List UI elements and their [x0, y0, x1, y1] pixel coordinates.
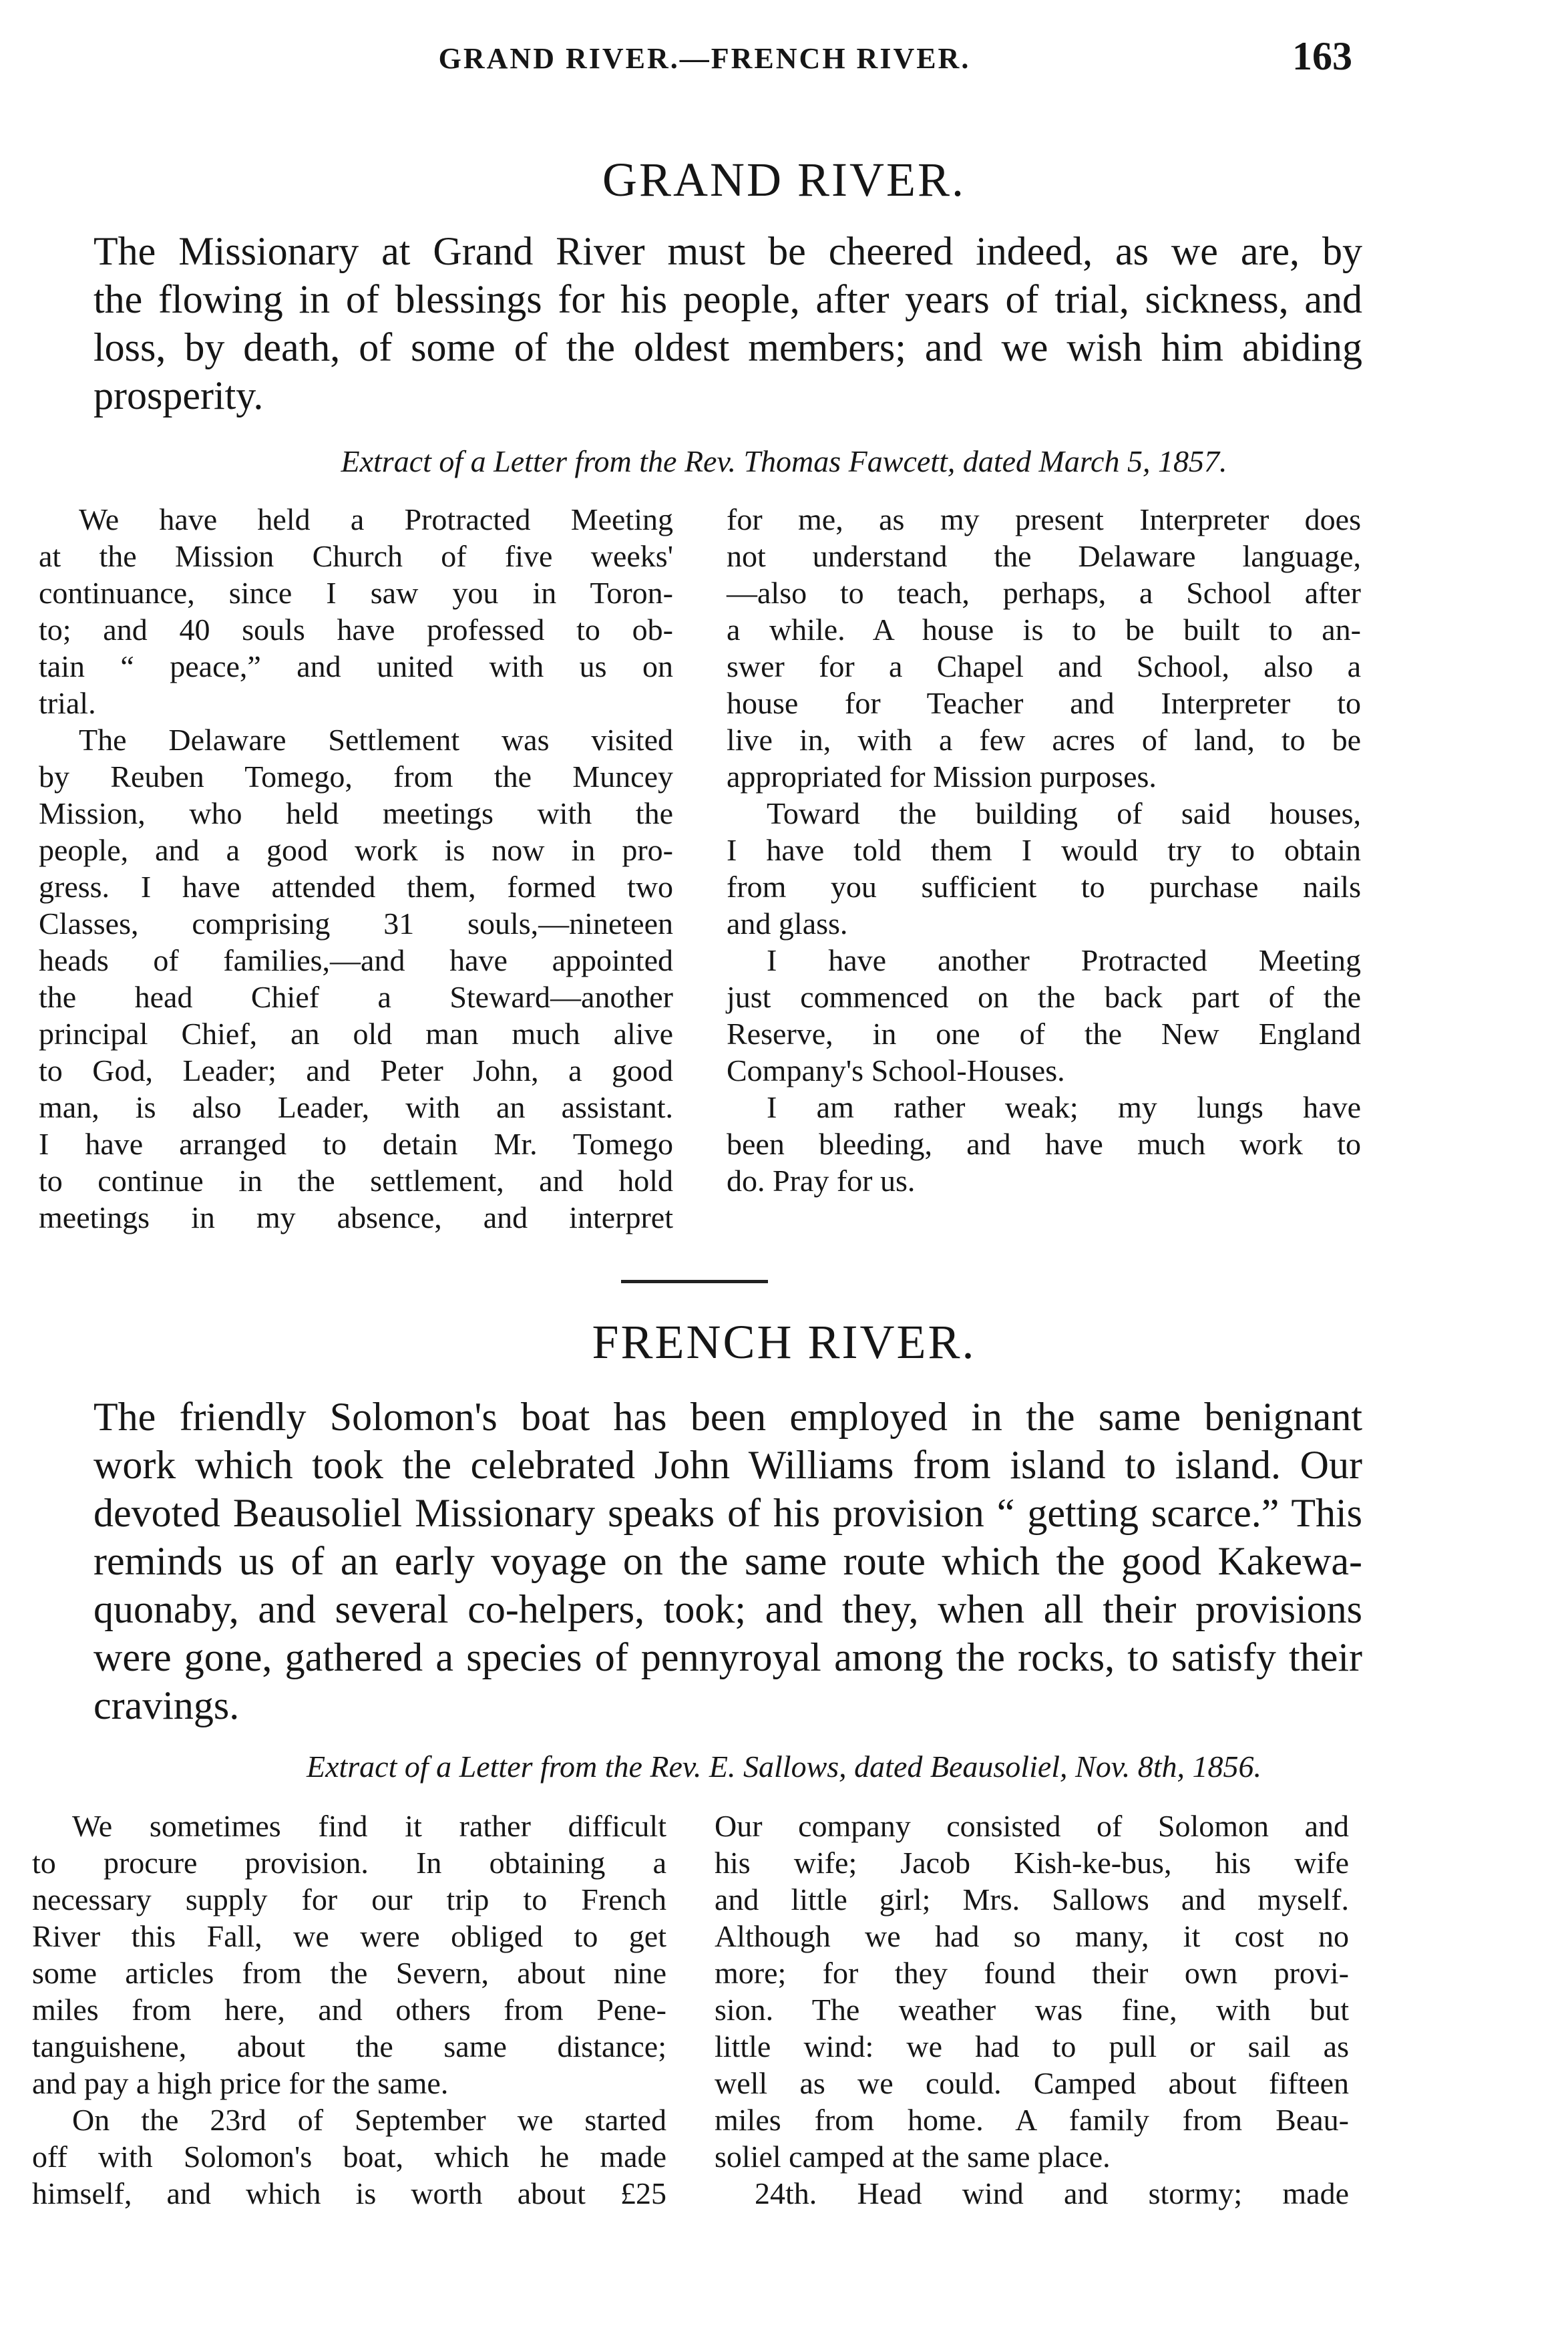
intro-line: devoted Beausoliel Missionary speaks of his provision “ getting scarce.” This	[93, 1491, 1362, 1535]
text-line: I have another Protracted Meeting	[767, 943, 1361, 977]
page-number: 163	[1292, 34, 1352, 78]
text-line: from you sufficient to purchase nails	[727, 870, 1361, 904]
intro-line: cravings.	[93, 1683, 240, 1727]
grand-river-right-column	[727, 501, 1361, 1199]
text-line: the head Chief a Steward—another	[39, 980, 673, 1014]
french-river-intro	[93, 1393, 1362, 1729]
text-line: to continue in the settlement, and hold	[39, 1164, 673, 1198]
text-line: to God, Leader; and Peter John, a good	[39, 1053, 673, 1087]
french-river-extract-heading: Extract of a Letter from the Rev. E. Sallows, dated Beausoliel, Nov. 8th, 1856.	[306, 1749, 1262, 1784]
text-line: tanguishene, about the same distance;	[32, 2029, 666, 2063]
text-line: I have told them I would try to obtain	[727, 833, 1361, 867]
text-line: house for Teacher and Interpreter to	[727, 686, 1361, 720]
text-line: 24th. Head wind and stormy; made	[755, 2176, 1349, 2210]
text-line: necessary supply for our trip to French	[32, 1882, 666, 1916]
text-line: himself, and which is worth about £25	[32, 2176, 666, 2210]
text-line: his wife; Jacob Kish-ke-bus, his wife	[715, 1846, 1349, 1880]
text-line: and glass.	[727, 906, 848, 941]
text-line: Toward the building of said houses,	[767, 796, 1361, 830]
text-line: heads of families,—and have appointed	[39, 943, 673, 977]
text-line: some articles from the Severn, about nine	[32, 1956, 666, 1990]
intro-line: prosperity.	[93, 373, 264, 417]
section-divider	[621, 1280, 768, 1283]
text-line: The Delaware Settlement was visited	[79, 723, 673, 757]
text-line: continuance, since I saw you in Toron-	[39, 576, 673, 610]
text-line: do. Pray for us.	[727, 1164, 916, 1198]
text-line: Reserve, in one of the New England	[727, 1017, 1361, 1051]
text-line: for me, as my present Interpreter does	[727, 502, 1361, 536]
text-line: little wind: we had to pull or sail as	[715, 2029, 1349, 2063]
intro-line: the flowing in of blessings for his people, after years of trial, sickness, and	[93, 277, 1362, 321]
grand-river-intro	[93, 227, 1362, 419]
text-line: just commenced on the back part of the	[727, 980, 1361, 1014]
text-line: I have arranged to detain Mr. Tomego	[39, 1127, 673, 1161]
text-line: appropriated for Mission purposes.	[727, 760, 1157, 794]
intro-line: reminds us of an early voyage on the same route which the good Kakewa-	[93, 1539, 1362, 1583]
text-line: been bleeding, and have much work to	[727, 1127, 1361, 1161]
grand-river-extract-heading: Extract of a Letter from the Rev. Thomas Fawcett, dated March 5, 1857.	[341, 444, 1227, 478]
text-line: We sometimes find it rather difficult	[72, 1809, 666, 1843]
text-line: swer for a Chapel and School, also a	[727, 649, 1361, 683]
text-line: We have held a Protracted Meeting	[79, 502, 673, 536]
text-line: soliel camped at the same place.	[715, 2140, 1111, 2174]
text-line: off with Solomon's boat, which he made	[32, 2140, 666, 2174]
french-river-left-column	[32, 1808, 666, 2212]
text-line: —also to teach, perhaps, a School after	[727, 576, 1361, 610]
text-line: sion. The weather was fine, with but	[715, 1993, 1349, 2027]
text-line: at the Mission Church of five weeks'	[39, 539, 673, 573]
intro-line: quonaby, and several co-helpers, took; and they, when all their provisions	[93, 1587, 1362, 1631]
french-river-right-column	[715, 1808, 1349, 2212]
text-line: Our company consisted of Solomon and	[715, 1809, 1349, 1843]
text-line: and pay a high price for the same.	[32, 2066, 449, 2100]
text-line: live in, with a few acres of land, to be	[727, 723, 1361, 757]
text-line: well as we could. Camped about fifteen	[715, 2066, 1349, 2100]
text-line: gress. I have attended them, formed two	[39, 870, 673, 904]
running-head: GRAND RIVER.—FRENCH RIVER.	[438, 42, 971, 75]
text-line: River this Fall, we were obliged to get	[32, 1919, 666, 1953]
intro-line: loss, by death, of some of the oldest members; and we wish him abiding	[93, 325, 1362, 369]
text-line: people, and a good work is now in pro-	[39, 833, 673, 867]
text-line: tain “ peace,” and united with us on	[39, 649, 673, 683]
text-line: principal Chief, an old man much alive	[39, 1017, 673, 1051]
intro-line: were gone, gathered a species of pennyroyal among the rocks, to satisfy their	[93, 1635, 1362, 1679]
text-line: miles from here, and others from Pene-	[32, 1993, 666, 2027]
text-line: and little girl; Mrs. Sallows and myself.	[715, 1882, 1349, 1916]
text-line: I am rather weak; my lungs have	[767, 1090, 1361, 1124]
text-line: to; and 40 souls have professed to ob-	[39, 613, 673, 647]
text-line: not understand the Delaware language,	[727, 539, 1361, 573]
section-heading-french-river: FRENCH RIVER.	[592, 1315, 976, 1369]
text-line: a while. A house is to be built to an-	[727, 613, 1361, 647]
text-line: meetings in my absence, and interpret	[39, 1200, 673, 1234]
intro-line: The Missionary at Grand River must be cheered indeed, as we are, by	[93, 229, 1362, 273]
section-heading-grand-river: GRAND RIVER.	[602, 153, 966, 206]
intro-line: work which took the celebrated John Williams from island to island. Our	[93, 1443, 1362, 1487]
text-line: man, is also Leader, with an assistant.	[39, 1090, 673, 1124]
intro-line: The friendly Solomon's boat has been employed in the same benignant	[93, 1395, 1362, 1439]
text-line: Although we had so many, it cost no	[715, 1919, 1349, 1953]
text-line: trial.	[39, 686, 96, 720]
text-line: Mission, who held meetings with the	[39, 796, 673, 830]
text-line: Company's School-Houses.	[727, 1053, 1065, 1087]
text-line: more; for they found their own provi-	[715, 1956, 1349, 1990]
text-line: by Reuben Tomego, from the Muncey	[39, 760, 673, 794]
text-line: On the 23rd of September we started	[72, 2103, 666, 2137]
text-line: to procure provision. In obtaining a	[32, 1846, 666, 1880]
text-line: Classes, comprising 31 souls,—nineteen	[39, 906, 673, 941]
text-line: miles from home. A family from Beau-	[715, 2103, 1349, 2137]
grand-river-left-column	[39, 501, 673, 1236]
